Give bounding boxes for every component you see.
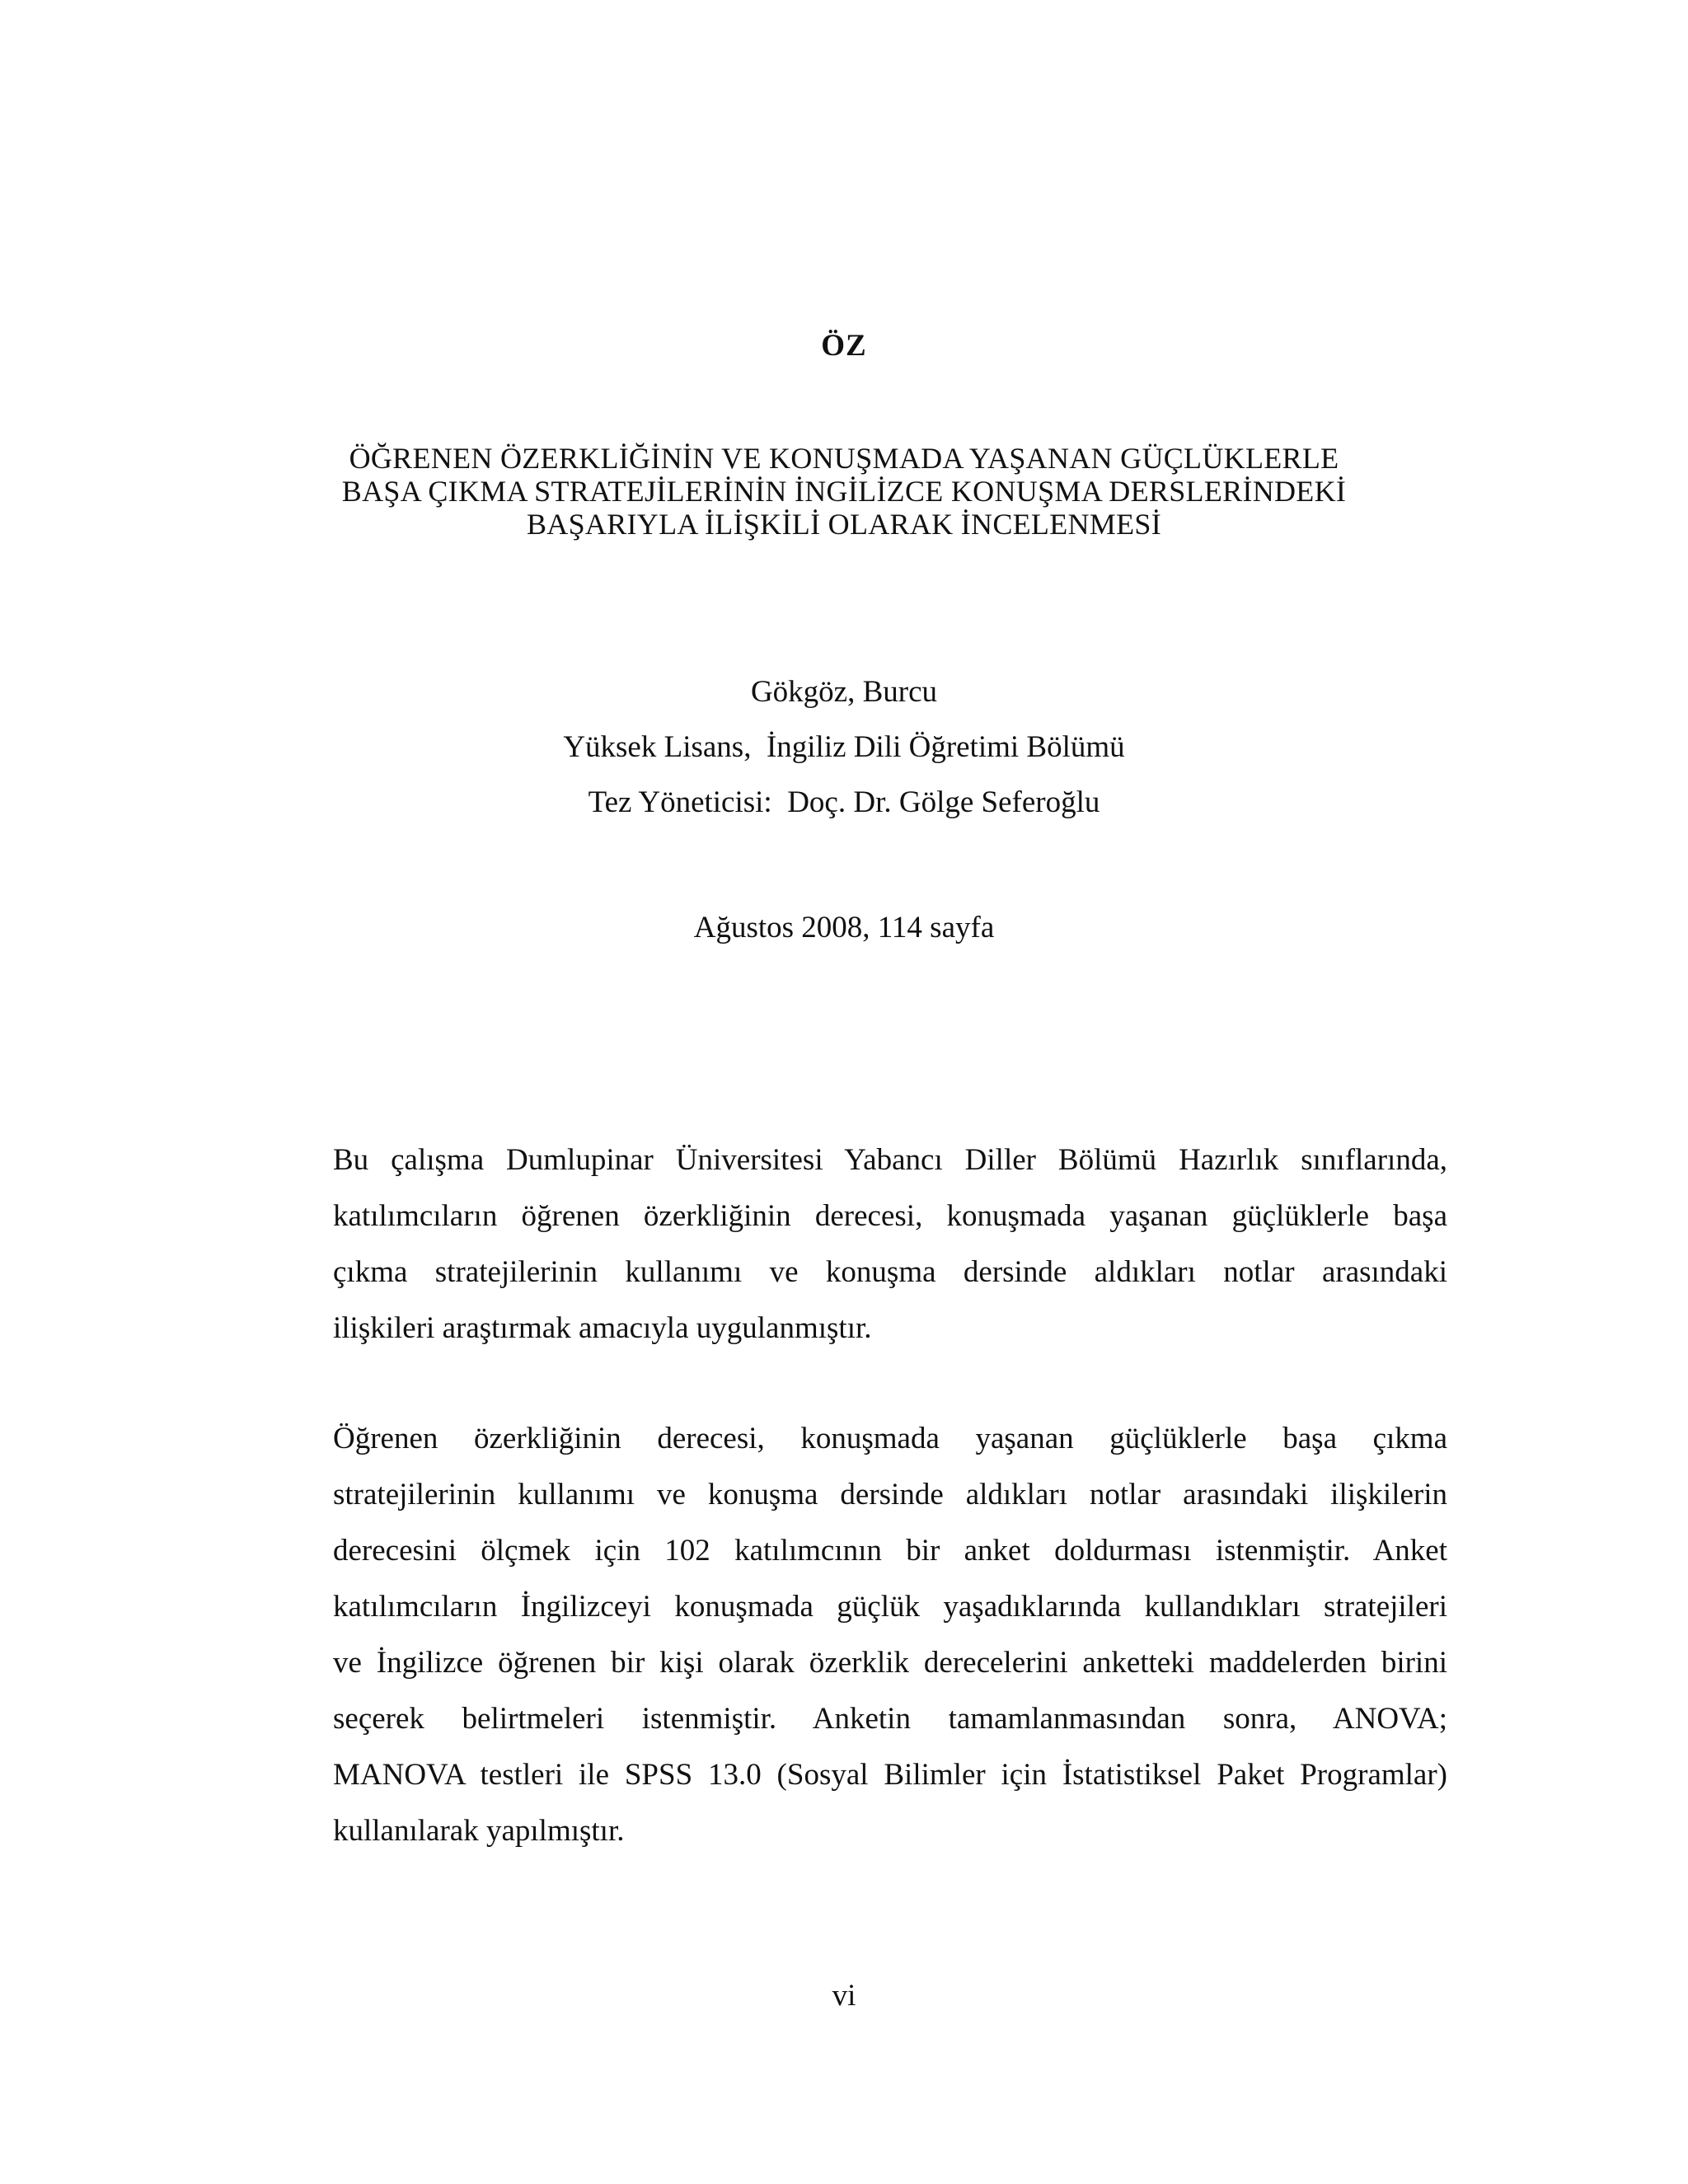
thesis-advisor: Tez Yöneticisi: Doç. Dr. Gölge Seferoğlu: [588, 785, 1100, 819]
paragraph-line: Öğrenen özerkliğinin derecesi, konuşmada yaşanan güçlüklerle başa çıkma: [333, 1422, 1447, 1455]
thesis-title-line: BAŞARIYLA İLİŞKİLİ OLARAK İNCELENMESİ: [526, 508, 1162, 541]
abstract-paragraph-2: [333, 1411, 1447, 1859]
paragraph-line: kullanılarak yapılmıştır.: [333, 1814, 625, 1848]
paragraph-line: derecesini ölçmek için 102 katılımcının bir anket doldurması istenmiştir. Anket: [333, 1534, 1447, 1568]
thesis-title-line: ÖĞRENEN ÖZERKLİĞİNİN VE KONUŞMADA YAŞANAN GÜÇLÜKLERLE: [349, 442, 1339, 475]
thesis-title: [0, 442, 1688, 541]
paragraph-line: ilişkileri araştırmak amacıyla uygulanmıştır.: [333, 1311, 872, 1345]
thesis-metadata: [0, 664, 1688, 830]
paragraph-line: seçerek belirtmeleri istenmiştir. Anketin tamamlanmasından sonra, ANOVA;: [333, 1702, 1447, 1736]
abstract-paragraph-1: [333, 1132, 1447, 1357]
thesis-title-line: BAŞA ÇIKMA STRATEJİLERİNİN İNGİLİZCE KONUŞMA DERSLERİNDEKİ: [341, 475, 1347, 508]
paragraph-line: çıkma stratejilerinin kullanımı ve konuşma dersinde aldıkları notlar arasındaki: [333, 1255, 1447, 1289]
date-and-page-count: Ağustos 2008, 114 sayfa: [693, 911, 995, 944]
author-name: Gökgöz, Burcu: [750, 675, 938, 709]
paragraph-line: ve İngilizce öğrenen bir kişi olarak özerklik derecelerini anketteki maddelerden birini: [333, 1646, 1447, 1680]
paragraph-line: Bu çalışma Dumlupinar Üniversitesi Yabancı Diller Bölümü Hazırlık sınıflarında,: [333, 1143, 1447, 1177]
paragraph-line: katılımcıların öğrenen özerkliğinin derecesi, konuşmada yaşanan güçlüklerle başa: [333, 1199, 1447, 1233]
degree-department: Yüksek Lisans, İngiliz Dili Öğretimi Bölümü: [563, 730, 1125, 764]
page-number: vi: [832, 1979, 856, 2013]
paragraph-line: katılımcıların İngilizceyi konuşmada güçlük yaşadıklarında kullandıkları stratejileri: [333, 1590, 1447, 1624]
abstract-heading: ÖZ: [821, 329, 867, 363]
paragraph-line: stratejilerinin kullanımı ve konuşma dersinde aldıkları notlar arasındaki ilişkilerin: [333, 1478, 1447, 1511]
paragraph-line: MANOVA testleri ile SPSS 13.0 (Sosyal Bilimler için İstatistiksel Paket Programlar): [333, 1758, 1447, 1792]
